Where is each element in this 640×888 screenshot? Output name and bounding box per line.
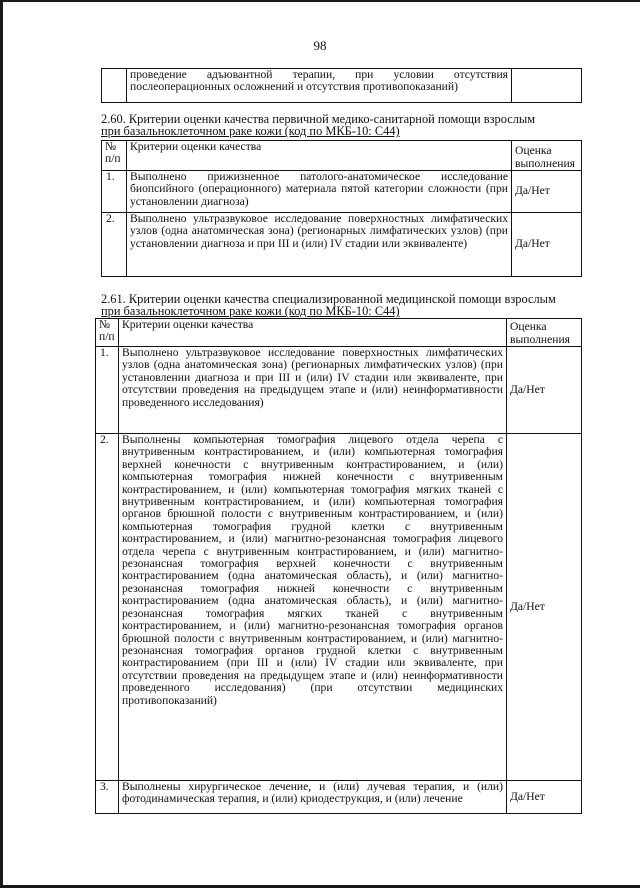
table-row	[102, 213, 582, 277]
row-number-cell: 3.	[96, 781, 119, 814]
column-header-criterion: Критерии оценки качества	[119, 319, 507, 347]
section-heading-2-60	[101, 113, 579, 138]
criterion-cell: Выполнены хирургическое лечение, и (или) лучевая терапия, и (или) фотодинамическая терапия, и (или) криодеструкция, и (или) лечение	[119, 781, 507, 814]
table-row	[102, 69, 582, 103]
criteria-table-2-60	[101, 140, 582, 277]
result-cell: Да/Нет	[512, 171, 582, 213]
section-heading-2-61	[101, 293, 579, 318]
column-header-result: Оценка выполнения	[512, 141, 582, 171]
criterion-cell: проведение адъювантной терапии, при условии отсутствия послеоперационных осложнений и отсутствия противопоказаний)	[127, 69, 512, 103]
table-header-row	[102, 141, 582, 171]
criterion-cell: Выполнено ультразвуковое исследование поверхностных лимфатических узлов (одна анатомическая зона) (регионарных лимфатических узлов) (при установлении диагноза и при III и (или) IV стадии или эквиваленте)	[127, 213, 512, 277]
column-header-number: № п/п	[102, 141, 127, 171]
row-number-cell	[102, 69, 127, 103]
row-number-cell: 1.	[96, 347, 119, 434]
column-header-criterion: Критерии оценки качества	[127, 141, 512, 171]
table-header-row	[96, 319, 582, 347]
table-row	[96, 781, 582, 814]
column-header-result: Оценка выполнения	[507, 319, 582, 347]
result-cell: Да/Нет	[507, 347, 582, 434]
section-title: 2.60. Критерии оценки качества первичной медико-санитарной помощи взрослым	[101, 112, 536, 126]
table-row	[102, 171, 582, 213]
page-number: 98	[313, 38, 327, 53]
result-cell: Да/Нет	[512, 213, 582, 277]
criteria-table-2-61	[95, 318, 582, 814]
continuation-table	[101, 68, 582, 103]
criterion-cell: Выполнено ультразвуковое исследование поверхностных лимфатических узлов (одна анатомическая зона) (регионарных лимфатических узлов) (при установлении диагноза и при III и (или) IV стадии или эквиваленте, при отсутствии проведения на предыдущем этапе и (или) неинформативности проведенного исследования)	[119, 347, 507, 434]
result-cell: Да/Нет	[507, 434, 582, 781]
criterion-cell: Выполнены компьютерная томография лицевого отдела черепа с внутривенным контрастированием, и (или) компьютерная томография верхней конечности с внутривенным контрастированием, и (или) компьютерная томография нижней конечности с внутривенным контрастированием, и (или) компьютерная томография мягких тканей с внутривенным контрастированием, и (или) компьютерная томография органов брюшной полости с внутривенным контрастированием, и (или) компьютерная томография грудной клетки с внутривенным контрастированием, и (или) магнитно-резонансная томография лицевого отдела черепа с внутривенным контрастированием, и (или) магнитно-резонансная томография верхней конечности с внутривенным контрастированием (одна анатомическая область), и (или) магнитно-резонансная томография нижней конечности с внутривенным контрастированием (одна анатомическая область), и (или) магнитно-резонансная томография мягких тканей с внутривенным контрастированием, и (или) магнитно-резонансная томография органов брюшной полости с внутривенным контрастированием, и (или) магнитно-резонансная томография органов грудной клетки с внутривенным контрастированием (при III и (или) IV стадии или эквиваленте, при отсутствии проведения на предыдущем этапе и (или) неинформативности проведенного исследования) (при отсутствии медицинских противопоказаний)	[119, 434, 507, 781]
table-row	[96, 434, 582, 781]
section-subtitle: при базальноклеточном раке кожи (код по МКБ-10: С44)	[101, 304, 400, 319]
row-number-cell: 1.	[102, 171, 127, 213]
section-subtitle: при базальноклеточном раке кожи (код по МКБ-10: С44)	[101, 124, 400, 139]
row-number-cell: 2.	[96, 434, 119, 781]
result-cell: Да/Нет	[507, 781, 582, 814]
scan-border-top	[0, 0, 640, 2]
criterion-cell: Выполнено прижизненное патолого-анатомическое исследование биопсийного (операционного) материала пятой категории сложности (при установлении диагноза)	[127, 171, 512, 213]
section-title: 2.61. Критерии оценки качества специализированной медицинской помощи взрослым	[101, 292, 556, 306]
row-number-cell: 2.	[102, 213, 127, 277]
table-row	[96, 347, 582, 434]
scan-border-left	[0, 0, 3, 888]
result-cell	[512, 69, 582, 103]
column-header-number: № п/п	[96, 319, 119, 347]
